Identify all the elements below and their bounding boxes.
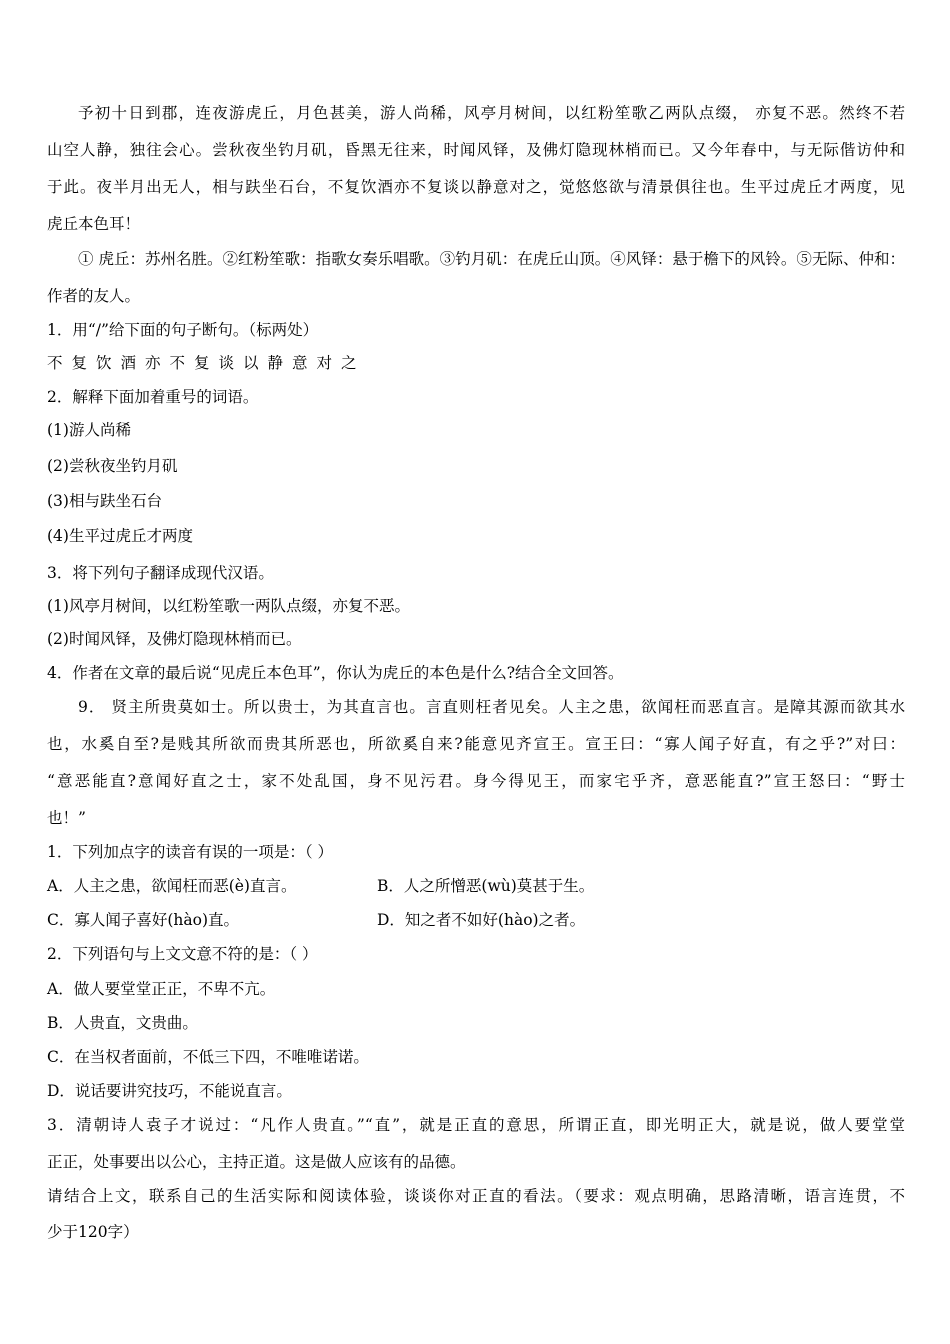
p9-question-1-option-a: A．人主之患，欲闻枉而恶(è)直言。 — [47, 877, 297, 895]
passage9-line-4: 也！” — [47, 809, 86, 827]
passage-line-3: 于此。夜半月出无人，相与趺坐石台，不复饮酒亦不复谈以静意对之，觉悠悠欲与清景俱往也。生平过虎丘才两度，见 — [47, 178, 905, 196]
p9-question-2-option: C．在当权者面前，不低三下四，不唯唯诺诺。 — [47, 1048, 369, 1066]
passage-line-4: 虎丘本色耳！ — [47, 215, 141, 233]
p9-question-2-option: A．做人要堂堂正正，不卑不亢。 — [47, 980, 276, 998]
question-2-item: (4)生平过虎丘才两度 — [47, 527, 193, 545]
p9-question-2-option: D．说话要讲究技巧，不能说直言。 — [47, 1082, 292, 1100]
p9-question-2-prompt: 2．下列语句与上文文意不符的是：（ ） — [47, 945, 318, 963]
question-3-item: (2)时闻风铎，及佛灯隐现林梢而已。 — [47, 630, 302, 648]
p9-question-2-option: B．人贵直，文贵曲。 — [47, 1014, 198, 1032]
question-1-prompt: 1．用“/”给下面的句子断句。（标两处） — [47, 321, 319, 339]
passage-line-2: 山空人静，独往会心。尝秋夜坐钓月矶，昏黑无往来，时闻风铎，及佛灯隐现林梢而已。又今年春中，与无际偕访仲和 — [47, 141, 905, 159]
question-2-item: (2)尝秋夜坐钓月矶 — [47, 457, 178, 475]
footnote-line-1: ① 虎丘：苏州名胜。②红粉笙歌：指歌女奏乐唱歌。③钓月矶：在虎丘山顶。④风铎：悬于檐下的风铃。⑤无际、仲和： — [78, 250, 905, 268]
p9-question-3-line-2: 正正，处事要出以公心，主持正道。这是做人应该有的品德。 — [47, 1153, 466, 1171]
question-2-item: (3)相与趺坐石台 — [47, 492, 162, 510]
p9-question-1-option-b: B．人之所憎恶(wù)莫甚于生。 — [377, 877, 595, 895]
p9-question-3-line-1: 3．清朝诗人袁子才说过：“凡作人贵直。”“直”，就是正直的意思，所谓正直，即光明正大，就是说，做人要堂堂 — [47, 1116, 905, 1134]
question-3-item: (1)风亭月树间，以红粉笙歌一两队点缀，亦复不恶。 — [47, 597, 410, 615]
p9-question-3-line-3: 请结合上文，联系自己的生活实际和阅读体验，谈谈你对正直的看法。（要求：观点明确，思路清晰，语言连贯，不 — [47, 1187, 905, 1205]
question-2-prompt: 2．解释下面加着重号的词语。 — [47, 388, 259, 406]
p9-question-1-option-c: C．寡人闻子喜好(hào)直。 — [47, 911, 240, 929]
passage-line-1: 予初十日到郡，连夜游虎丘，月色甚美，游人尚稀，风亭月树间，以红粉笙歌乙两队点缀， 亦复不恶。然终不若 — [78, 104, 905, 122]
passage9-line-2: 也，水奚自至?是贱其所欲而贵其所恶也，所欲奚自来?能意见齐宣王。宣王曰：“寡人闻子好直，有之乎?”对曰： — [47, 735, 905, 753]
question-1-sentence: 不复饮酒亦不复谈以静意对之 — [47, 354, 366, 372]
question-4-prompt: 4．作者在文章的最后说“见虎丘本色耳”，你认为虎丘的本色是什么?结合全文回答。 — [47, 664, 624, 682]
footnote-line-2: 作者的友人。 — [47, 287, 141, 305]
p9-question-3-line-4: 少于120字） — [47, 1223, 139, 1241]
p9-question-1-prompt: 1．下列加点字的读音有误的一项是：（ ） — [47, 843, 334, 861]
question-3-prompt: 3．将下列句子翻译成现代汉语。 — [47, 564, 274, 582]
passage9-line-3: “意恶能直?意闻好直之士，家不处乱国，身不见污君。身今得见王，而家宅乎齐，意恶能直?”宣王怒曰：“野士 — [47, 772, 905, 790]
passage9-line-1: 9． 贤主所贵莫如士。所以贵士，为其直言也。言直则枉者见矣。人主之患，欲闻枉而恶直言。是障其源而欲其水 — [78, 698, 905, 716]
question-2-item: (1)游人尚稀 — [47, 421, 131, 439]
p9-question-1-option-d: D．知之者不如好(hào)之者。 — [377, 911, 586, 929]
